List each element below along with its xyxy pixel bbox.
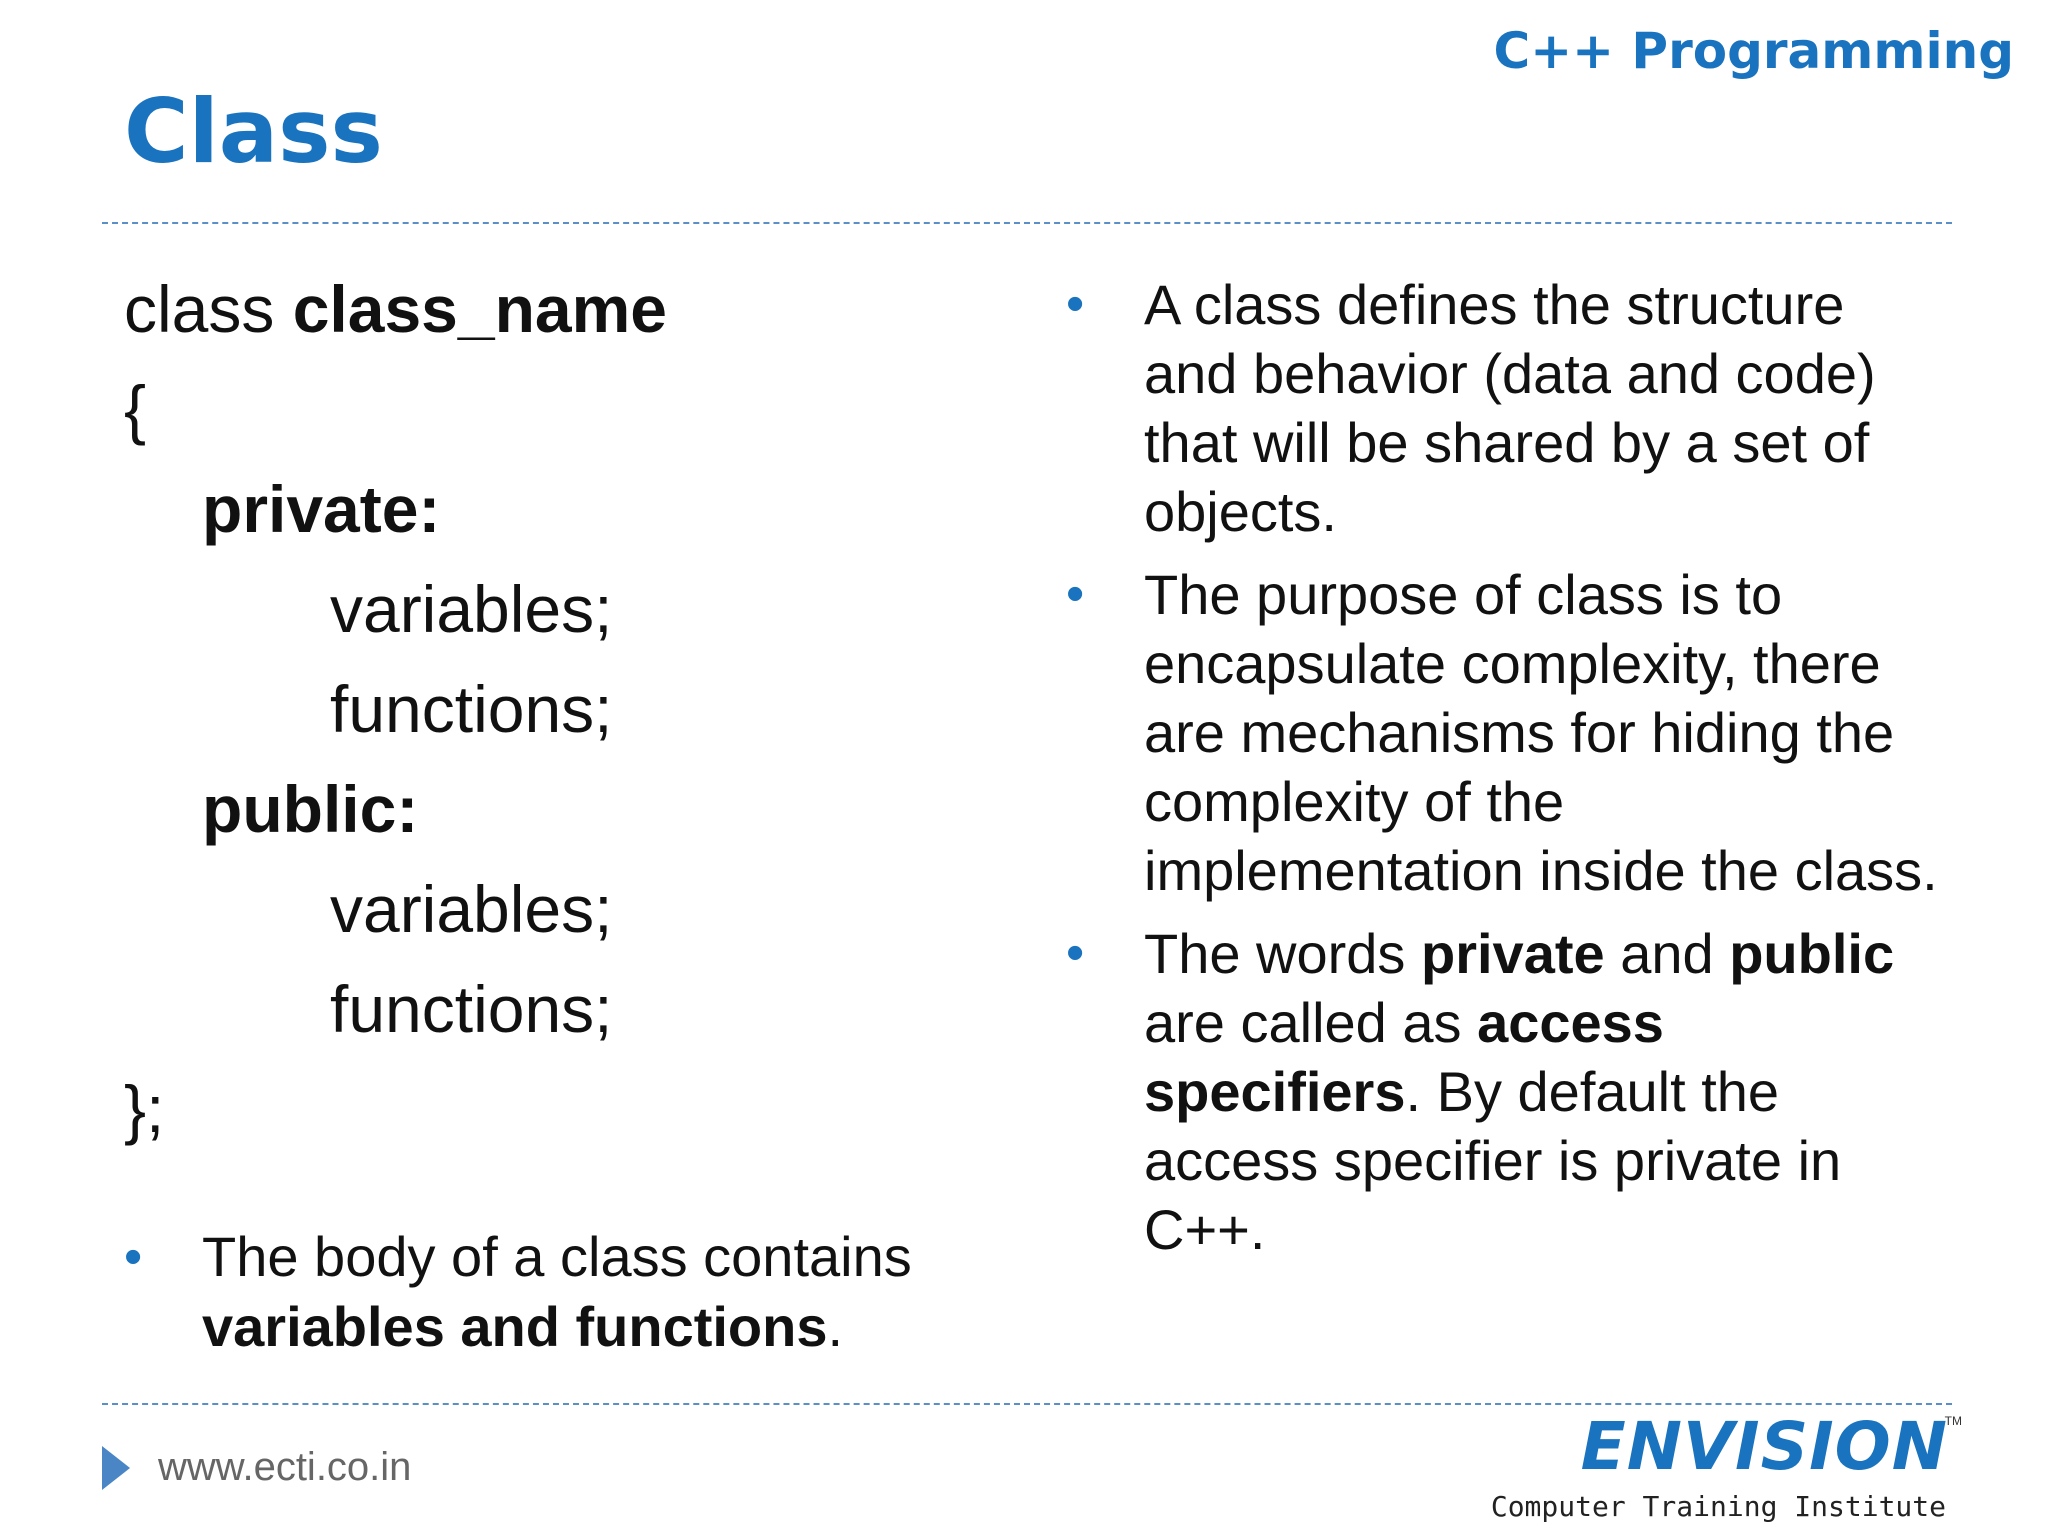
play-arrow-icon: [102, 1446, 130, 1490]
body-bullet-text-bold: variables and functions: [202, 1295, 828, 1358]
body-bullet: [124, 1222, 1024, 1362]
keyword-access-specifiers: access specifiers: [1144, 991, 1664, 1123]
explanation-text: A class defines the structure and behavior (data and code) that will be shared by a set of objects.: [1144, 273, 1876, 543]
bottom-divider: [102, 1403, 1952, 1405]
bullet-icon: •: [1066, 275, 1085, 333]
slide-title: Class: [124, 80, 383, 183]
explanation-item-structure: [1066, 270, 1946, 546]
class-declaration-line: [124, 272, 667, 346]
public-functions: functions;: [330, 972, 613, 1046]
envision-logo: [1490, 1408, 1962, 1524]
private-label: private:: [202, 472, 441, 546]
class-name: class_name: [292, 272, 667, 346]
body-bullet-text: [202, 1222, 1024, 1362]
keyword-private: private: [1421, 922, 1605, 985]
bullet-icon: •: [124, 1228, 143, 1286]
explanation-list: [1066, 270, 1946, 1278]
public-label: public:: [202, 772, 419, 846]
footer-url: www.ecti.co.in: [158, 1445, 412, 1489]
top-divider: [102, 222, 1952, 224]
logo-subtitle: Computer Training Institute: [1490, 1490, 1946, 1523]
close-brace: };: [124, 1072, 165, 1146]
text-run: and: [1604, 922, 1730, 985]
body-bullet-text-plain: The body of a class contains: [202, 1225, 912, 1288]
explanation-text: The purpose of class is to encapsulate complexity, there are mechanisms for hiding the complexity of the implementation inside the class.: [1144, 563, 1938, 902]
text-run: . By default the access specifier is private in C++.: [1144, 1060, 1842, 1261]
private-functions: functions;: [330, 672, 613, 746]
explanation-item-access-specifiers: [1066, 919, 1946, 1264]
text-run: The words: [1144, 922, 1421, 985]
course-tag: C++ Programming: [1493, 22, 2014, 80]
private-variables: variables;: [330, 572, 613, 646]
body-bullet-text-end: .: [827, 1295, 844, 1358]
explanation-text: [1144, 919, 1946, 1264]
bullet-icon: •: [1066, 924, 1085, 982]
class-keyword: class: [124, 272, 293, 346]
public-variables: variables;: [330, 872, 613, 946]
keyword-public: public: [1729, 922, 1895, 985]
explanation-item-purpose: [1066, 560, 1946, 905]
bullet-icon: •: [1066, 565, 1085, 623]
logo-trademark: TM: [1944, 1414, 1962, 1428]
text-run: are called as: [1144, 991, 1478, 1054]
open-brace: {: [124, 372, 147, 446]
logo-wordmark: ENVISION: [1580, 1408, 1948, 1485]
